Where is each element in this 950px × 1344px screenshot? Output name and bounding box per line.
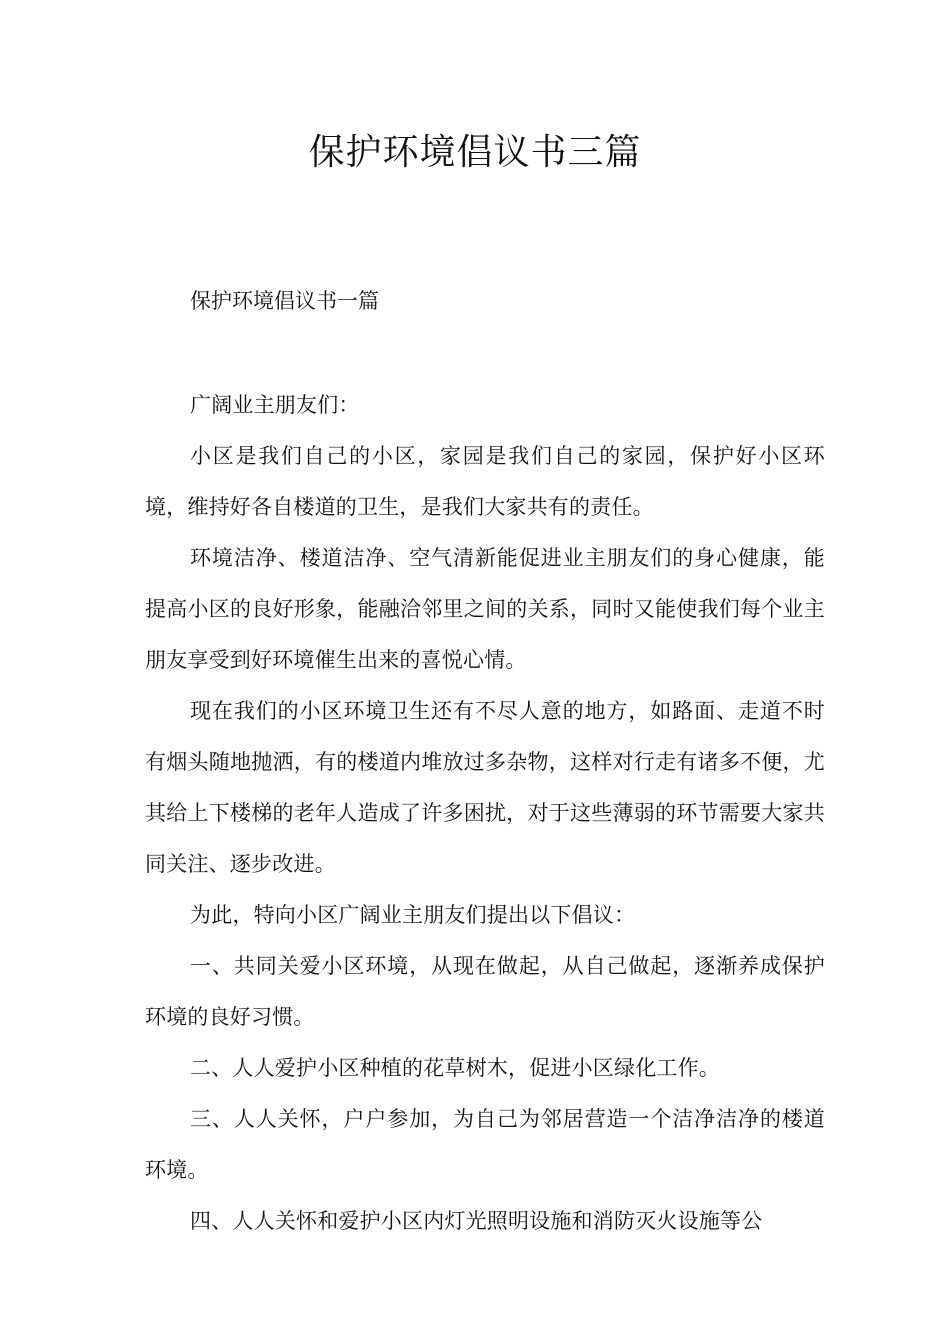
list-item: 一、共同关爱小区环境，从现在做起，从自己做起，逐渐养成保护环境的良好习惯。 — [145, 954, 825, 1029]
paragraph: 为此，特向小区广阔业主朋友们提出以下倡议： — [190, 903, 636, 927]
document-body — [145, 380, 825, 1247]
document-title: 保护环境倡议书三篇 — [308, 132, 642, 173]
list-item: 二、人人爱护小区种植的花草树木，促进小区绿化工作。 — [190, 1056, 720, 1080]
document-subtitle: 保护环境倡议书一篇 — [190, 289, 379, 313]
list-item: 四、人人关怀和爱护小区内灯光照明设施和消防灭火设施等公 — [190, 1209, 763, 1233]
list-item: 三、人人关怀，户户参加，为自己为邻居营造一个洁净洁净的楼道环境。 — [145, 1107, 825, 1182]
paragraph: 小区是我们自己的小区，家园是我们自己的家园，保护好小区环境，维持好各自楼道的卫生，是我们大家共有的责任。 — [145, 444, 825, 519]
paragraph: 现在我们的小区环境卫生还有不尽人意的地方，如路面、走道不时有烟头随地抛洒，有的楼道内堆放过多杂物，这样对行走有诸多不便，尤其给上下楼梯的老年人造成了许多困扰，对于这些薄弱的环节需要大家共同关注、逐步改进。 — [145, 699, 825, 876]
paragraph: 环境洁净、楼道洁净、空气清新能促进业主朋友们的身心健康，能提高小区的良好形象，能融洽邻里之间的关系，同时又能使我们每个业主朋友享受到好环境催生出来的喜悦心情。 — [145, 546, 825, 672]
paragraph-salutation: 广阔业主朋友们： — [190, 393, 360, 417]
